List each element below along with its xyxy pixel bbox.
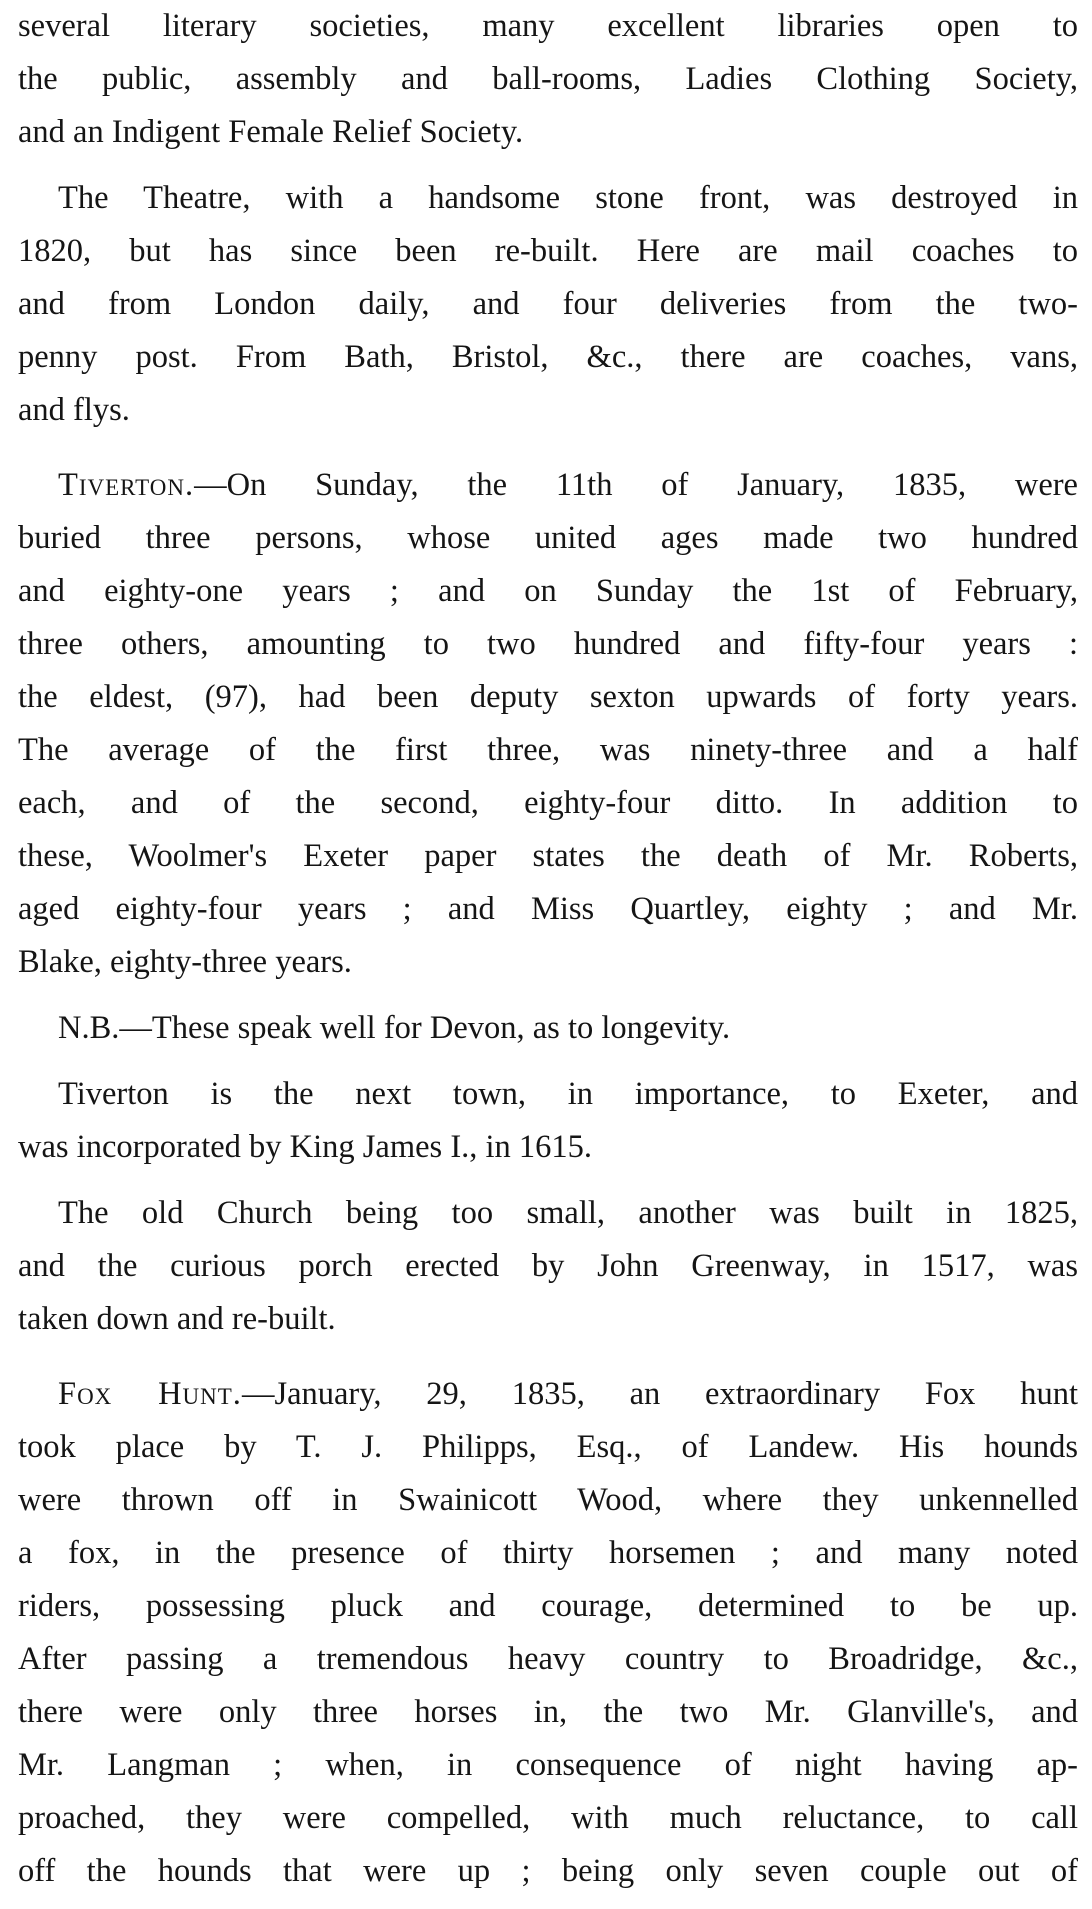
text-line: taken down and re-built. — [18, 1301, 336, 1337]
text-line: Mr. Langman ; when, in consequence of night having ap- — [18, 1747, 1078, 1783]
text-line: these, Woolmer's Exeter paper states the death of Mr. Roberts, — [18, 838, 1078, 874]
text-line: a fox, in the presence of thirty horsemen ; and many noted — [18, 1535, 1078, 1571]
text-line: there were only three horses in, the two Mr. Glanville's, and — [18, 1694, 1078, 1730]
text-line: three others, amounting to two hundred and fifty-four years : — [18, 626, 1078, 662]
text-line: the eldest, (97), had been deputy sexton upwards of forty years. — [18, 679, 1078, 715]
text-line: penny post. From Bath, Bristol, &c., there are coaches, vans, — [18, 339, 1078, 375]
text-line: several literary societies, many excellent libraries open to — [18, 8, 1078, 44]
text-line: the public, assembly and ball-rooms, Ladies Clothing Society, — [18, 61, 1078, 97]
text-line: N.B.—These speak well for Devon, as to longevity. — [58, 1010, 731, 1046]
text-line: and eighty-one years ; and on Sunday the 1st of February, — [18, 573, 1078, 609]
text-line: Blake, eighty-three years. — [18, 944, 352, 980]
section-heading: Tiverton. — [58, 467, 195, 503]
text-line: aged eighty-four years ; and Miss Quartley, eighty ; and Mr. — [18, 891, 1078, 927]
paragraph-societies — [18, 0, 1078, 159]
text-line: was incorporated by King James I., in 1615. — [18, 1129, 593, 1165]
text-line — [18, 1368, 1078, 1421]
text-run: —On Sunday, the 11th of January, 1835, were — [194, 467, 1078, 503]
text-line: and flys. — [18, 392, 130, 428]
paragraph-tiverton-burials — [18, 459, 1078, 989]
text-run: —January, 29, 1835, an extraordinary Fox hunt — [241, 1376, 1078, 1412]
text-line — [18, 459, 1078, 512]
text-line: buried three persons, whose united ages made two hundred — [18, 520, 1078, 556]
text-line: Tiverton is the next town, in importance, to Exeter, and — [58, 1076, 1078, 1112]
document-page — [18, 0, 1078, 1909]
text-line: riders, possessing pluck and courage, determined to be up. — [18, 1588, 1078, 1624]
text-line: The Theatre, with a handsome stone front, was destroyed in — [58, 180, 1078, 216]
text-line: The old Church being too small, another was built in 1825, — [58, 1195, 1078, 1231]
text-line: and an Indigent Female Relief Society. — [18, 114, 524, 150]
text-line: each, and of the second, eighty-four ditto. In addition to — [18, 785, 1078, 821]
text-line: proached, they were compelled, with much reluctance, to call — [18, 1800, 1078, 1836]
paragraph-nb — [18, 1002, 1078, 1055]
text-line: took place by T. J. Philipps, Esq., of Landew. His hounds — [18, 1429, 1078, 1465]
paragraph-fox-hunt — [18, 1368, 1078, 1898]
text-line: and the curious porch erected by John Greenway, in 1517, was — [18, 1248, 1078, 1284]
section-heading: Fox Hunt. — [58, 1376, 242, 1412]
text-line: The average of the first three, was ninety-three and a half — [18, 732, 1078, 768]
text-line: and from London daily, and four deliveries from the two- — [18, 286, 1078, 322]
paragraph-theatre — [18, 172, 1078, 437]
text-line: After passing a tremendous heavy country to Broadridge, &c., — [18, 1641, 1078, 1677]
text-line: off the hounds that were up ; being only seven couple out of — [18, 1853, 1078, 1889]
paragraph-old-church — [18, 1187, 1078, 1346]
text-line: 1820, but has since been re-built. Here are mail coaches to — [18, 233, 1078, 269]
text-line: were thrown off in Swainicott Wood, where they unkennelled — [18, 1482, 1078, 1518]
paragraph-tiverton-town — [18, 1068, 1078, 1174]
